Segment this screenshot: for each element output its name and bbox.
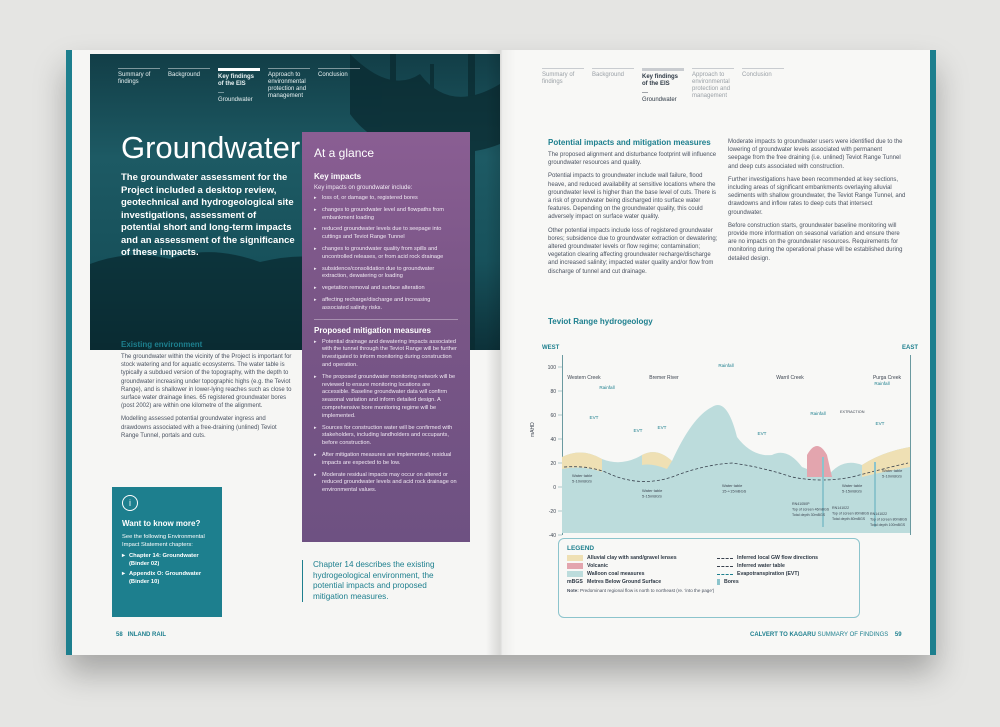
existing-environment-heading: Existing environment xyxy=(121,340,203,349)
bore-label: RN41050P xyxy=(792,502,810,506)
east-label: EAST xyxy=(902,345,919,351)
nav-background[interactable] xyxy=(168,68,210,104)
mitigation-list xyxy=(314,339,458,495)
bore-label: Top of screen 80mBGS xyxy=(832,511,870,516)
legend-title: LEGEND xyxy=(567,545,595,552)
y-tick-label: -20 xyxy=(548,509,556,515)
chapter-link[interactable]: ▸ Appendix O: Groundwater (Binder 10) xyxy=(122,571,212,586)
list-item: ▸ affecting recharge/discharge and increasing associated salinity risks. xyxy=(314,297,458,313)
nav-summary[interactable] xyxy=(542,68,584,104)
nav-label: Conclusion xyxy=(742,72,772,78)
legend-label: Inferred water table xyxy=(737,563,785,569)
legend-label: Walloon coal measures xyxy=(587,571,645,577)
at-a-glance-box xyxy=(302,132,470,542)
bore-label: Total depth 30mBGS xyxy=(792,513,826,517)
water-table-label: 5-15mBGS xyxy=(642,493,662,499)
list-item: ▸ Sources for construction water will be confirmed with stakeholders, including landholders and occupants, before construction. xyxy=(314,425,458,448)
y-tick-label: 60 xyxy=(550,413,556,419)
nav-key-findings[interactable] xyxy=(642,68,684,104)
nav-conclusion[interactable] xyxy=(318,68,360,104)
nav-label: Key findings of the EIS xyxy=(642,74,679,87)
nav-label: Background xyxy=(168,72,201,78)
y-tick-label: 40 xyxy=(550,437,556,443)
y-tick-group xyxy=(548,365,562,539)
right-page xyxy=(500,50,936,655)
right-nav xyxy=(542,68,784,104)
list-item: ▸ changes to groundwater level and flowpaths from embankment loading xyxy=(314,207,458,223)
water-table-label: Water table xyxy=(642,488,663,493)
nav-sub: — Groundwater xyxy=(218,90,253,103)
walloon-swatch xyxy=(567,571,583,577)
water-table-icon xyxy=(717,566,733,567)
list-item: ▸ subsidence/consolidation due to groundwater extraction, dewatering or loading xyxy=(314,266,458,282)
want-to-know-more-box xyxy=(112,487,222,617)
existing-environment-body xyxy=(121,353,293,445)
list-item: ▸ loss of, or damage to, registered bores xyxy=(314,195,458,203)
booklet-spread xyxy=(66,50,936,655)
east-boundary xyxy=(910,355,911,535)
info-icon: i xyxy=(122,495,138,511)
legend-note xyxy=(567,588,851,593)
impacts-column-1 xyxy=(548,151,720,281)
paragraph: Moderate impacts to groundwater users were identified due to the lowering of groundwater levels associated with permanent seepage from the free draining (i.e. unlined) Teviot Range Tunnel and deep cuts associated with construction. xyxy=(728,139,903,170)
nav-label: Summary of findings xyxy=(118,72,151,85)
water-table-label: 5-15mBGS xyxy=(842,488,862,494)
place-label: Bremer River xyxy=(649,375,679,381)
nav-approach[interactable] xyxy=(692,68,734,104)
left-nav xyxy=(118,68,360,104)
right-footer xyxy=(750,632,902,638)
paragraph: Further investigations have been recommended at key sections, including areas of significant embankments overlaying alluvial sediments with shallow groundwater, the Teviot Range Tunnel, and drawdowns and inflow rates to deep cuts that intersect groundwater. xyxy=(728,176,906,216)
nav-key-findings[interactable] xyxy=(218,68,260,104)
legend-water-table xyxy=(717,563,857,569)
left-page xyxy=(66,50,500,655)
y-tick-label: 100 xyxy=(547,365,556,371)
list-item: ▸ After mitigation measures are implemented, residual impacts are expected to be low. xyxy=(314,452,458,468)
list-item: ▸ Potential drainage and dewatering impacts associated with the tunnel through the Teviot Range will be further investigated to inform monitoring during construction and operation. xyxy=(314,339,458,370)
legend xyxy=(558,538,860,618)
chapter-list xyxy=(122,553,212,586)
legend-volcanic xyxy=(567,563,717,569)
place-label: Western Creek xyxy=(567,375,601,381)
paragraph: The groundwater within the vicinity of the Project is important for stock watering and for aquatic ecosystems. The water table is typically a subdued version of the topography, with the depth to groundwater increasing under topographic highs (e.g. the Teviot Range), and is shallower in lower-lying reaches such as close to surface water drainage lines. 65 registered groundwater bores (post 2002) are within one kilometre of the alignment. xyxy=(121,354,292,410)
page-number: 58 xyxy=(116,632,123,638)
water-table-label: 5-10mBGS xyxy=(572,478,592,484)
page-number: 59 xyxy=(894,632,902,638)
list-item: ▸ reduced groundwater levels due to seepage into cuttings and Teviot Range Tunnel xyxy=(314,226,458,242)
evt-label: EVT xyxy=(633,428,643,433)
nav-label: Approach to environmental protection and management xyxy=(692,72,731,99)
evt-label: EVT xyxy=(757,431,767,436)
y-axis-label: mAHD xyxy=(530,422,536,437)
legend-gw-flow xyxy=(717,555,857,561)
legend-walloon xyxy=(567,571,717,577)
mitigation-heading: Proposed mitigation measures xyxy=(314,325,431,335)
chapter-link[interactable]: ▸ Chapter 14: Groundwater (Binder 02) xyxy=(122,553,212,568)
bore-label: RN141022 xyxy=(832,506,850,510)
place-label: Warril Creek xyxy=(776,375,804,381)
list-item: ▸ The proposed groundwater monitoring network will be reviewed to ensure monitoring locations are accessible. Baseline groundwater data will confirm seasonal variation and inform detailed design. A comprehensive bore monitoring regime will be implemented. xyxy=(314,374,458,421)
water-table-label: Water table xyxy=(572,473,593,478)
want-text: See the following Environmental Impact Statement chapters: xyxy=(122,534,205,548)
list-item: ▸ vegetation removal and surface alteration xyxy=(314,285,458,293)
bore-label: Top of screen 80mBGS xyxy=(870,517,908,522)
y-tick-label: 0 xyxy=(553,485,556,491)
note-label: Note: xyxy=(567,588,579,593)
page-title: Groundwater xyxy=(121,130,301,165)
bore-icon xyxy=(717,579,720,585)
nav-label: Approach to environmental protection and management xyxy=(268,72,307,99)
nav-summary[interactable] xyxy=(118,68,160,104)
evt-label: EVT xyxy=(589,415,599,420)
pull-quote: Chapter 14 describes the existing hydrogeological environment, the potential impacts and proposed mitigation measures. xyxy=(302,560,452,602)
legend-bores xyxy=(717,579,857,585)
water-table-label: 15-+15mBGS xyxy=(722,488,747,494)
y-tick-label: -40 xyxy=(548,533,556,539)
legend-label: Metres Below Ground Surface xyxy=(587,579,662,585)
rainfall-label: Rainfall xyxy=(810,411,826,416)
nav-label: Key findings of the EIS xyxy=(218,74,255,87)
paragraph: Before construction starts, groundwater baseline monitoring will provide more information on seasonal variation and ensure there are no impacts on the groundwater resources. Requirements for monitoring during the operational phase will be established during detailed design. xyxy=(728,222,903,262)
water-table-label: Water table xyxy=(722,483,743,488)
y-tick-label: 80 xyxy=(550,389,556,395)
want-title: Want to know more? xyxy=(122,519,201,528)
legend-label: Volcanic xyxy=(587,563,608,569)
mbgs-abbrev: mBGS xyxy=(567,579,583,585)
rainfall-label: Rainfall xyxy=(874,381,890,386)
bore-label: Top of screen 46mBGS xyxy=(792,507,830,512)
divider xyxy=(314,319,458,320)
potential-impacts-heading: Potential impacts and mitigation measures xyxy=(548,138,711,147)
volcanic-layer xyxy=(807,446,832,477)
water-table-label: Water table xyxy=(882,468,903,473)
nav-sub: — Groundwater xyxy=(642,90,677,103)
extraction-label: EXTRACTION xyxy=(840,410,865,414)
impacts-column-2 xyxy=(728,138,906,268)
legend-label: Inferred local GW flow directions xyxy=(737,555,818,561)
flow-arrow-icon xyxy=(717,558,733,559)
list-item: ▸ Moderate residual impacts may occur on altered or reduced groundwater levels and acid rock drainage on environmental values. xyxy=(314,472,458,495)
legend-label: Evapotranspiration (EVT) xyxy=(737,571,800,577)
bore-label: Total depth 100mBGS xyxy=(870,523,906,527)
footer-title: CALVERT TO KAGARU xyxy=(750,632,816,638)
key-impacts-heading: Key impacts xyxy=(314,172,362,181)
rainfall-label: Rainfall xyxy=(599,385,615,390)
evt-label: EVT xyxy=(657,425,667,430)
evt-label: EVT xyxy=(875,421,885,426)
paragraph: Modelling assessed potential groundwater ingress and drawdowns associated with a free-draining (unlined) Teviot Range Tunnel, portals and cuts. xyxy=(121,416,277,439)
key-impacts-intro: Key impacts on groundwater include: xyxy=(314,185,413,191)
nav-background[interactable] xyxy=(592,68,634,104)
legend-mbgs xyxy=(567,579,717,585)
west-label: WEST xyxy=(542,345,560,351)
nav-label: Summary of findings xyxy=(542,72,575,85)
nav-approach[interactable] xyxy=(268,68,310,104)
legend-evt xyxy=(717,571,857,577)
paragraph: Potential impacts to groundwater include wall failure, flood heave, and reduced availability at sensitive locations where the groundwater level is higher than the base level of cuts. There is a risk of groundwater being discharged into surface water features. Depending on the groundwater quality, this could adversely impact on surface water quality. xyxy=(548,173,716,221)
footer-title: INLAND RAIL xyxy=(127,632,167,638)
glance-title: At a glance xyxy=(314,146,375,160)
legend-label: Alluvial clay with sand/gravel lenses xyxy=(587,555,677,561)
place-label: Purga Creek xyxy=(872,375,902,381)
legend-alluvial xyxy=(567,555,717,561)
volcanic-swatch xyxy=(567,563,583,569)
left-footer xyxy=(116,632,166,638)
y-tick-label: 20 xyxy=(550,461,556,467)
water-table-label: 5-10mBGS xyxy=(882,473,902,479)
paragraph: Other potential impacts include loss of registered groundwater bores; subsidence due to groundwater extraction or dewatering; altered groundwater levels or flow regime; contamination; vegetation clearing affecting groundwater recharge/discharge and increased salinity; impacted water quality and/or flow from discharge of tunnel and cut drainage. xyxy=(548,227,718,275)
list-item: ▸ changes to groundwater quality from spills and uncontrolled releases, or from acid rock drainage xyxy=(314,246,458,262)
alluvial-swatch xyxy=(567,555,583,561)
intro-text: The groundwater assessment for the Project included a desktop review, geotechnical and hydrogeological site investigations, assessment of potential short and long-term impacts and an assessment of the significance of these impacts. xyxy=(121,172,295,258)
evt-icon xyxy=(717,574,733,575)
water-table-label: Water table xyxy=(842,483,863,488)
note-text: Predominant regional flow is north to northeast (re. 'into the page') xyxy=(580,588,715,593)
nav-label: Conclusion xyxy=(318,72,348,78)
footer-subtitle: SUMMARY OF FINDINGS xyxy=(817,632,889,638)
nav-label: Background xyxy=(592,72,625,78)
bore-label: RN141022 xyxy=(870,512,888,516)
paragraph: The proposed alignment and disturbance footprint will influence groundwater resources and quality. xyxy=(548,152,717,167)
chart-heading: Teviot Range hydrogeology xyxy=(548,317,653,326)
nav-conclusion[interactable] xyxy=(742,68,784,104)
key-impacts-list xyxy=(314,195,458,313)
rainfall-label: Rainfall xyxy=(718,363,734,368)
legend-label: Bores xyxy=(724,579,739,585)
hydrogeology-diagram xyxy=(522,337,922,547)
bore-label: Total depth 80mBGS xyxy=(832,517,866,521)
